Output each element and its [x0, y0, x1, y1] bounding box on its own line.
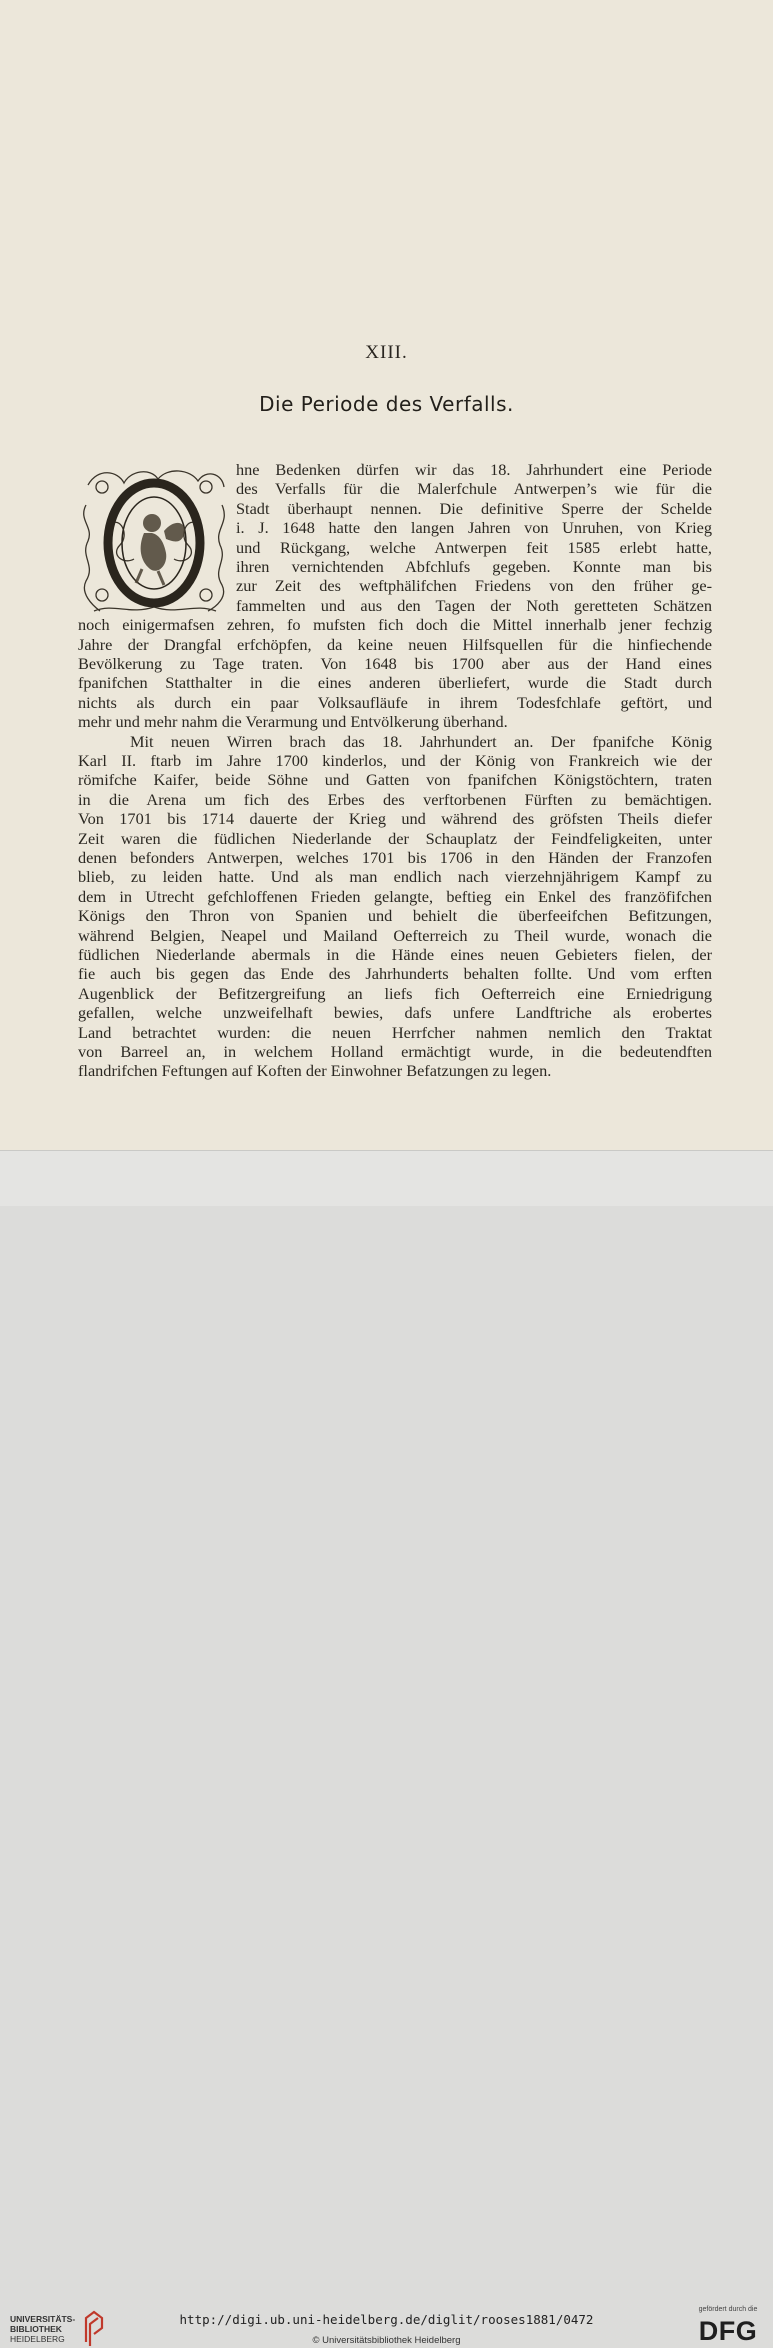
- text-line: i. J. 1648 hatte den langen Jahren von Unruhen, von Krieg: [236, 518, 712, 538]
- text-line: Bevölkerung zu Tage traten. Von 1648 bis 1700 aber aus der Hand eines: [78, 654, 712, 673]
- chapter-number: XIII.: [365, 342, 408, 363]
- text-line: denen befonders Antwerpen, welches 1701 bis 1706 in den Händen der Franzofen: [78, 848, 712, 867]
- copyright-note: © Universitätsbibliothek Heidelberg: [312, 2335, 461, 2346]
- viewer-footer: [0, 1150, 773, 2346]
- text-line: Zeit waren die füdlichen Niederlande der Schauplatz der Feindfeligkeiten, unter: [78, 828, 712, 848]
- text-line: Von 1701 bis 1714 dauerte der Krieg und während des gröfsten Theils diefer: [78, 809, 712, 829]
- text-line: des Verfalls für die Malerfchule Antwerpen’s wie für die: [236, 479, 712, 499]
- ornamental-initial-o: [80, 465, 228, 615]
- text-line: mehr und mehr nahm die Verarmung und Entvölkerung überhand.: [78, 712, 508, 732]
- text-line: Karl II. ftarb im Jahre 1700 kinderlos, und der König von Frankreich wie der: [78, 751, 712, 770]
- permalink-url[interactable]: http://digi.ub.uni-heidelberg.de/diglit/rooses1881/0472: [179, 2312, 594, 2327]
- text-line: nichts als durch ein paar Volksaufläufe in ihrem Todesfchlafe geftört, und: [78, 692, 712, 712]
- text-line: flandrifchen Feftungen auf Koften der Einwohner Befatzungen zu legen.: [78, 1061, 552, 1081]
- dfg-logo: DFG: [698, 2316, 758, 2346]
- chapter-title: Die Periode des Verfalls.: [259, 392, 514, 416]
- text-line: füdlichen Niederlande abermals in die Hände eines neuen Gebieters fielen, der: [78, 945, 712, 964]
- text-line: zur Zeit des weftphälifchen Friedens von den früher ge-: [236, 576, 712, 596]
- text-line: ihren vernichtenden Abfchlufs gegeben. Konnte man bis: [236, 557, 712, 576]
- funded-by-label: gefördert durch die: [698, 2306, 758, 2313]
- text-line: römifche Kaifer, beide Söhne und Gatten von fpanifchen Königstöchtern, traten: [78, 770, 712, 790]
- text-line: fpanifchen Statthalter in die eines anderen überliefert, wurde die Stadt durch: [78, 673, 712, 693]
- library-line-2: BIBLIOTHEK: [10, 2324, 62, 2334]
- text-line: Augenblick der Befitzergreifung an liefs fich Oefterreich eine Erniedrigung: [78, 983, 712, 1003]
- text-line: blieb, zu leiden hatte. Und als man endlich nach vierzehnjährigem Kampf zu: [78, 867, 712, 887]
- text-line: und Rückgang, welche Antwerpen feit 1585 erlebt hatte,: [236, 537, 712, 557]
- library-line-3: HEIDELBERG: [10, 2334, 65, 2344]
- text-line: Königs den Thron von Spanien und behielt die überfeeifchen Befitzungen,: [78, 906, 712, 926]
- text-line: hne Bedenken dürfen wir das 18. Jahrhundert eine Periode: [236, 460, 712, 479]
- book-page: [0, 0, 773, 1150]
- library-line-1: UNIVERSITÄTS-: [10, 2314, 76, 2324]
- text-line: fie auch bis gegen das Ende des Jahrhunderts behalten follte. Und vom erften: [78, 964, 712, 984]
- text-line: noch einigermafsen zehren, fo mufsten fich doch die Mittel innerhalb jener fechzig: [78, 615, 712, 635]
- text-line: Land betrachtet wurden: die neuen Herrfcher nahmen nemlich den Traktat: [78, 1022, 712, 1042]
- text-line: Stadt überhaupt nennen. Die definitive Sperre der Schelde: [236, 498, 712, 518]
- text-line: gefallen, welche unzweifelhaft bewies, dafs unfere Landftriche als erobertes: [78, 1003, 712, 1023]
- text-line: Mit neuen Wirren brach das 18. Jahrhundert an. Der fpanifche König: [130, 731, 712, 751]
- text-line: von Barreel an, in welchem Holland ermächtigt wurde, in die bedeutendften: [78, 1042, 712, 1061]
- text-line: während Belgien, Neapel und Mailand Oefterreich zu Theil wurde, wonach die: [78, 925, 712, 945]
- text-line: dem in Utrecht gefchloffenen Frieden gelangte, beftieg ein Enkel des franzöfifchen: [78, 886, 712, 906]
- text-line: in die Arena um fich des Erbes des verftorbenen Fürften zu bemächtigen.: [78, 789, 712, 809]
- text-line: fammelten und aus den Tagen der Noth geretteten Schätzen: [236, 595, 712, 615]
- text-line: Jahre der Drangfal erfchöpfen, da keine neuen Hilfsquellen für die hinfiechende: [78, 634, 712, 654]
